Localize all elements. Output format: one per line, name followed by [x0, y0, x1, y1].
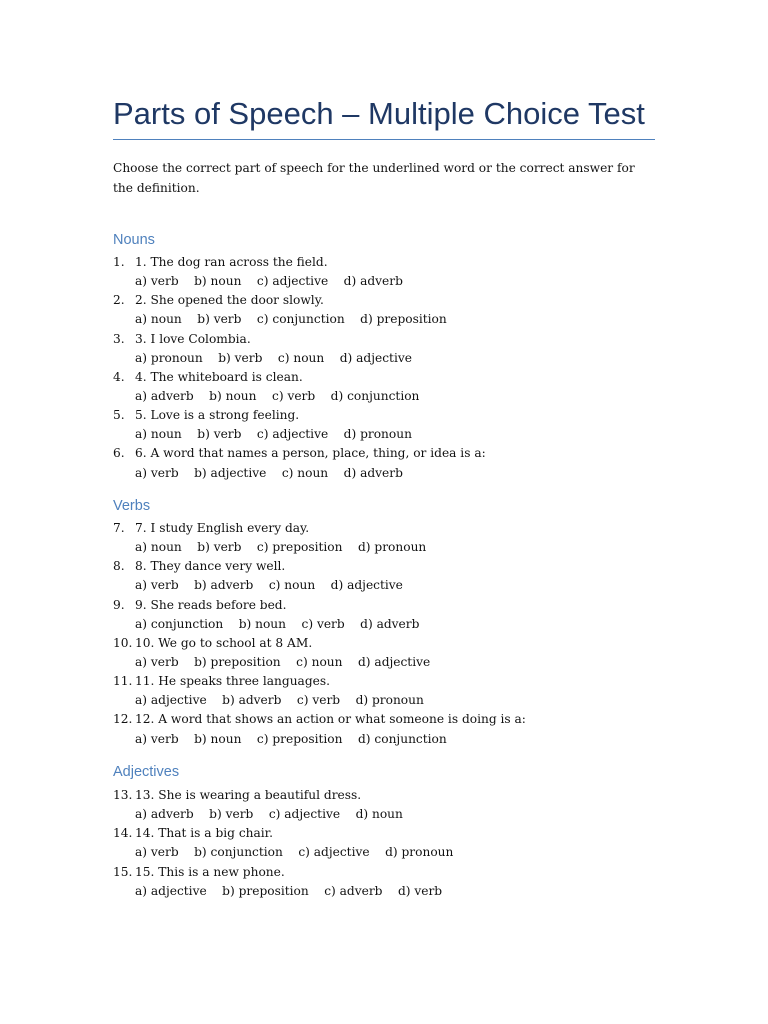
question-number: 6. — [113, 446, 125, 461]
question-item — [113, 672, 658, 710]
answer-options: a) adverb b) noun c) verb d) conjunction — [135, 389, 420, 404]
question-text: 4. The whiteboard is clean. — [135, 369, 303, 384]
question-number: 11. — [113, 674, 133, 689]
question-number: 5. — [113, 408, 125, 423]
question-number: 2. — [113, 293, 125, 308]
section-heading-adjectives: Adjectives — [113, 764, 180, 780]
answer-options: a) verb b) conjunction c) adjective d) pronoun — [135, 845, 454, 860]
question-text: 14. That is a big chair. — [135, 826, 274, 841]
question-text: 5. Love is a strong feeling. — [135, 408, 300, 423]
question-item — [113, 444, 658, 482]
question-item — [113, 786, 658, 824]
question-item — [113, 291, 658, 329]
question-text: 10. We go to school at 8 AM. — [135, 635, 313, 650]
answer-options: a) verb b) preposition c) noun d) adjective — [135, 655, 431, 670]
question-number: 15. — [113, 864, 133, 879]
question-text: 3. I love Colombia. — [135, 331, 251, 346]
answer-options: a) adjective b) adverb c) verb d) pronoun — [135, 693, 424, 708]
question-item — [113, 634, 658, 672]
question-number: 3. — [113, 331, 125, 346]
answer-options: a) noun b) verb c) conjunction d) preposition — [135, 312, 447, 327]
question-item — [113, 406, 658, 444]
question-number: 10. — [113, 635, 133, 650]
question-number: 9. — [113, 597, 125, 612]
question-number: 1. — [113, 255, 125, 269]
question-item — [113, 557, 658, 595]
answer-options: a) adjective b) preposition c) adverb d) verb — [135, 883, 443, 898]
page-title: Parts of Speech – Multiple Choice Test — [113, 96, 645, 131]
question-item — [113, 596, 658, 634]
answer-options: a) verb b) noun c) preposition d) conjunction — [135, 731, 447, 746]
answer-options: a) pronoun b) verb c) noun d) adjective — [135, 350, 412, 365]
question-text: 8. They dance very well. — [135, 559, 286, 574]
question-list-verbs — [113, 519, 658, 749]
answer-options: a) noun b) verb c) adjective d) pronoun — [135, 427, 412, 442]
answer-options: a) adverb b) verb c) adjective d) noun — [135, 807, 403, 822]
question-text: 9. She reads before bed. — [135, 597, 287, 612]
question-text: 15. This is a new phone. — [135, 864, 285, 879]
question-number: 13. — [113, 788, 133, 802]
question-text: 1. The dog ran across the field. — [135, 255, 328, 269]
question-list-adjectives — [113, 786, 658, 901]
question-text: 11. He speaks three languages. — [135, 674, 330, 689]
answer-options: a) conjunction b) noun c) verb d) adverb — [135, 616, 420, 631]
answer-options: a) verb b) noun c) adjective d) adverb — [135, 274, 403, 289]
section-heading-nouns: Nouns — [113, 232, 155, 248]
question-list-nouns — [113, 253, 658, 483]
question-item — [113, 824, 658, 862]
question-item — [113, 253, 658, 291]
question-text: 12. A word that shows an action or what someone is doing is a: — [135, 712, 526, 727]
question-number: 8. — [113, 559, 125, 574]
question-item — [113, 519, 658, 557]
question-item — [113, 863, 658, 901]
answer-options: a) verb b) adjective c) noun d) adverb — [135, 465, 403, 480]
question-number: 14. — [113, 826, 133, 841]
answer-options: a) verb b) adverb c) noun d) adjective — [135, 578, 403, 593]
answer-options: a) noun b) verb c) preposition d) pronoun — [135, 540, 427, 555]
question-number: 7. — [113, 521, 125, 535]
question-item — [113, 710, 658, 748]
instructions-text: Choose the correct part of speech for the underlined word or the correct answer for the definition. — [113, 161, 635, 195]
question-item — [113, 368, 658, 406]
question-text: 7. I study English every day. — [135, 521, 310, 535]
question-text: 2. She opened the door slowly. — [135, 293, 324, 308]
question-text: 13. She is wearing a beautiful dress. — [135, 788, 362, 802]
title-divider — [113, 139, 655, 140]
question-number: 12. — [113, 712, 133, 727]
question-item — [113, 330, 658, 368]
question-text: 6. A word that names a person, place, thing, or idea is a: — [135, 446, 486, 461]
question-number: 4. — [113, 369, 125, 384]
section-heading-verbs: Verbs — [113, 498, 151, 514]
